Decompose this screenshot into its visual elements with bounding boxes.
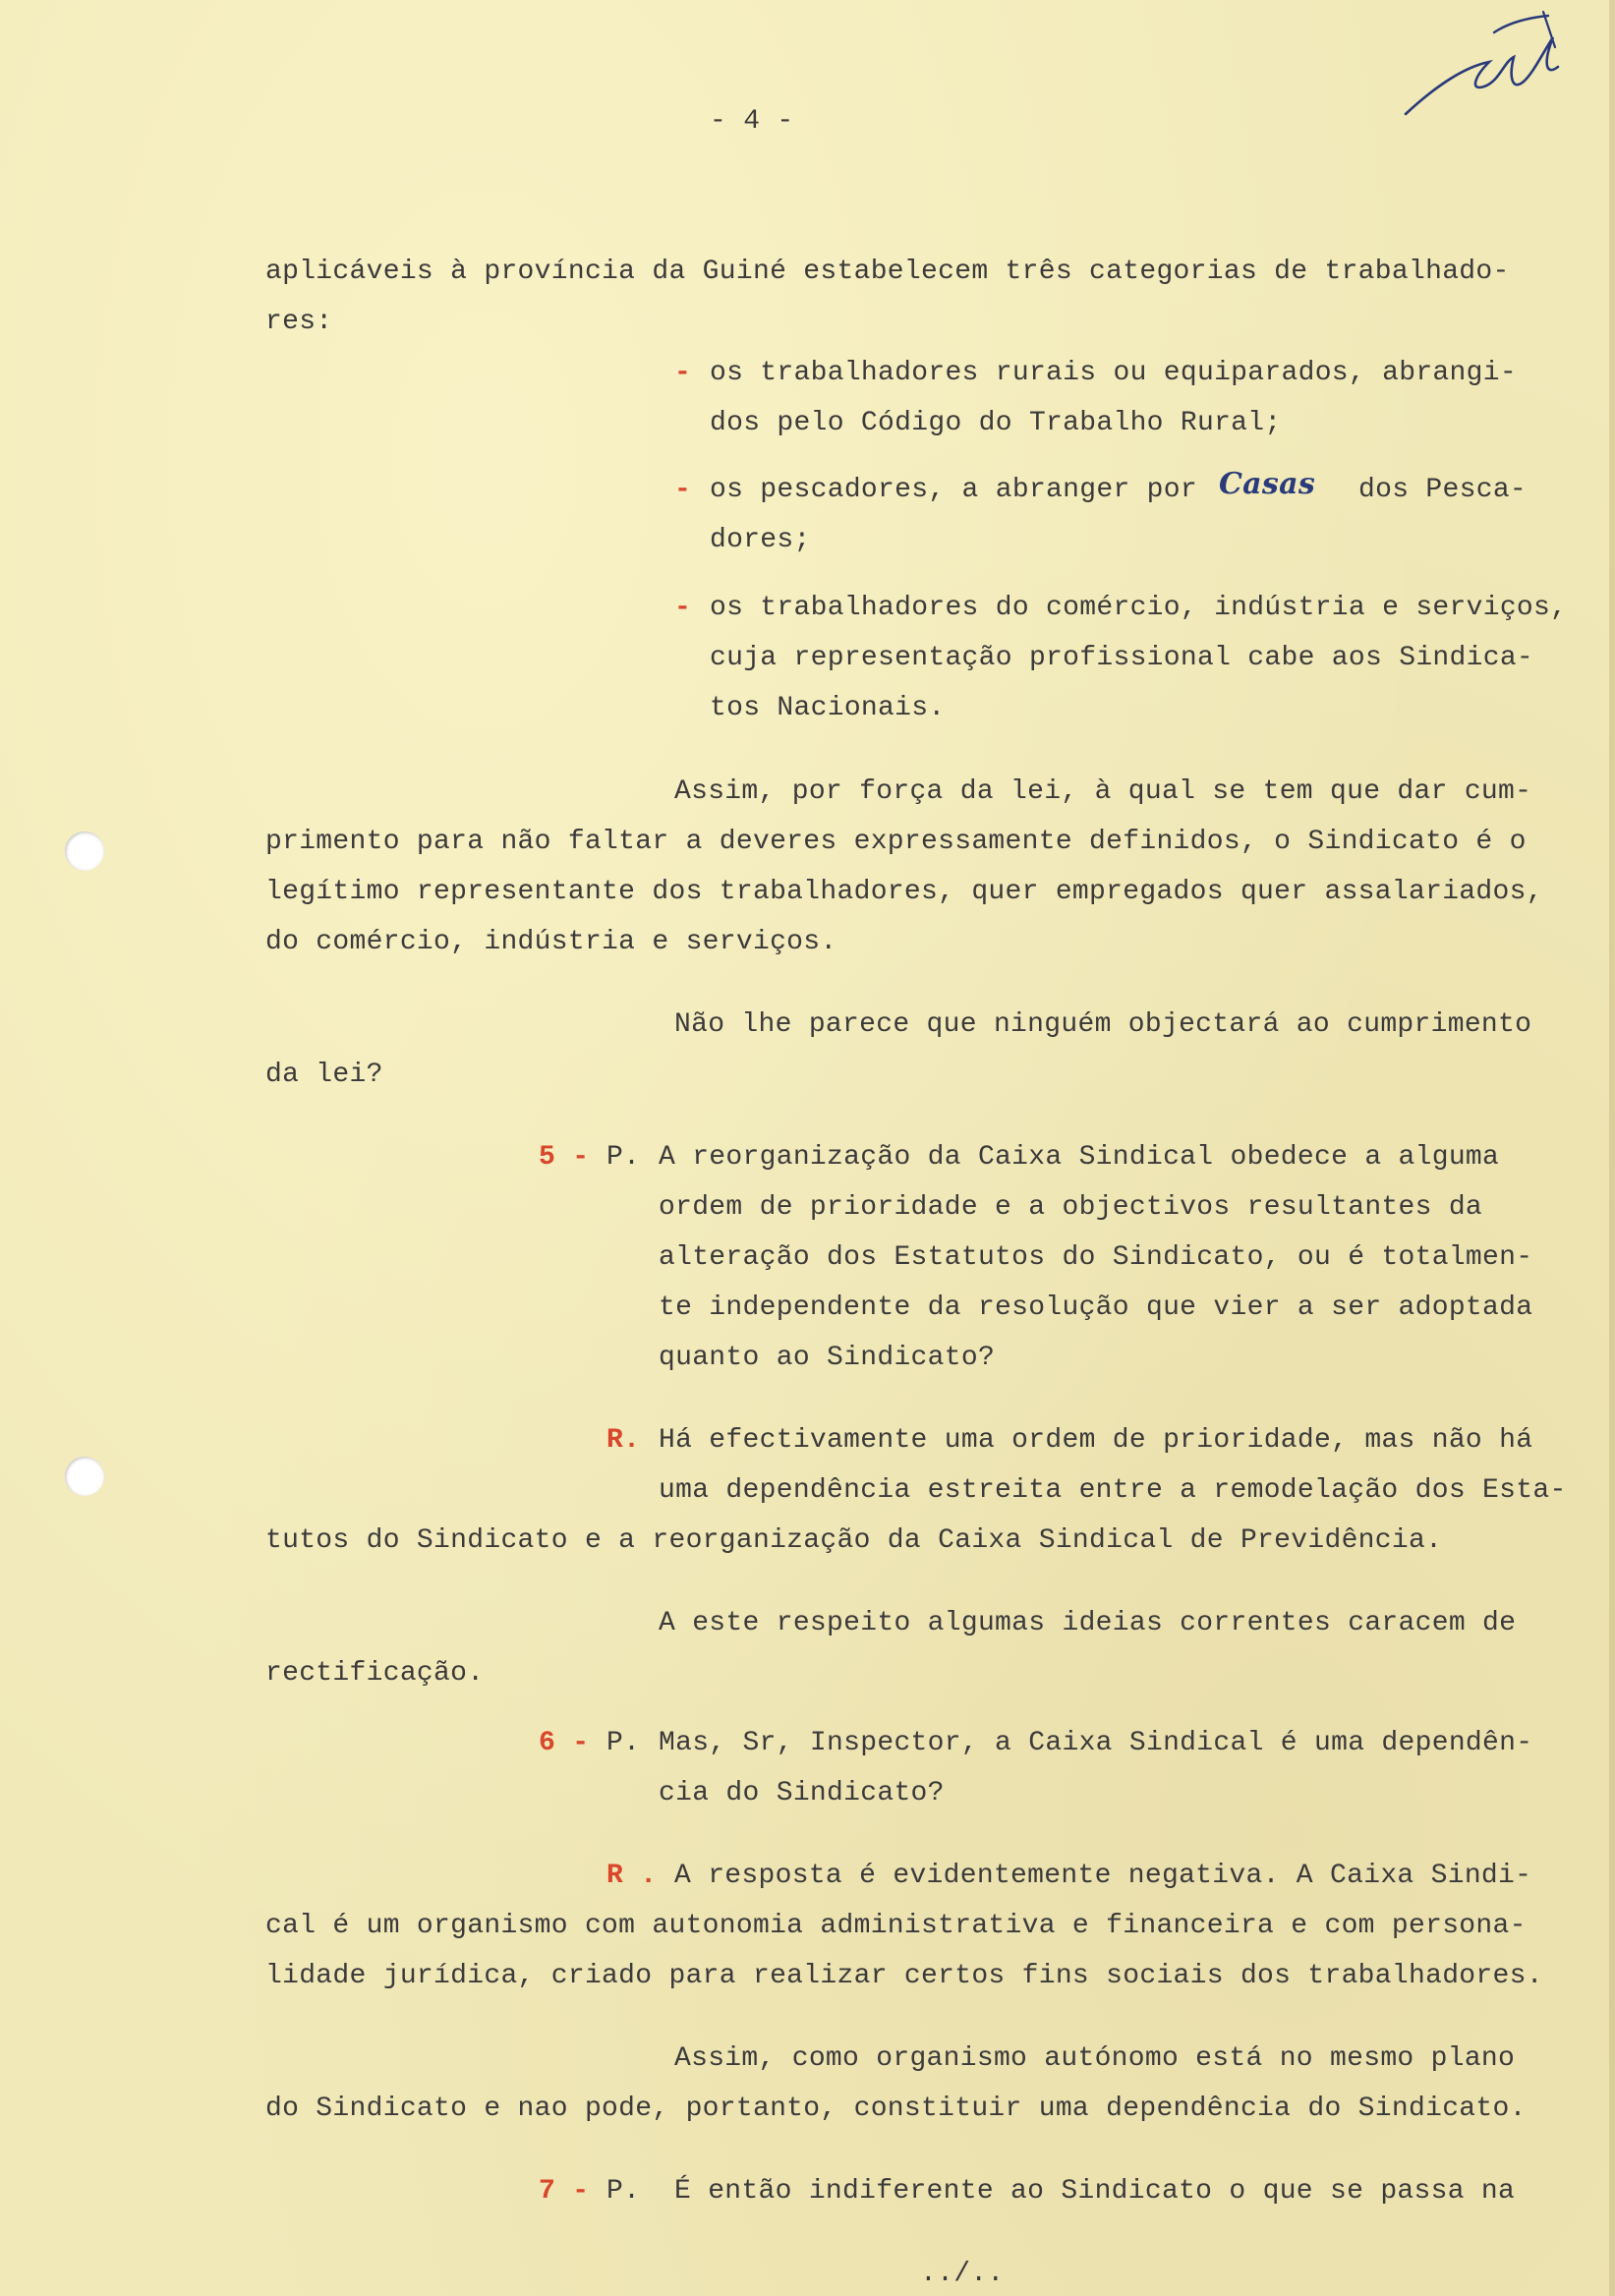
text-line: tutos do Sindicato e a reorganização da Caixa Sindical de Previdência. — [265, 1525, 1443, 1556]
text-line: tos Nacionais. — [710, 693, 946, 723]
text-line: Há efectivamente uma ordem de prioridade, mas não há — [659, 1425, 1533, 1456]
paper-edge — [1609, 0, 1615, 2296]
text-line: primento para não faltar a deveres expressamente definidos, o Sindicato é o — [265, 827, 1527, 857]
question-number: 5 - — [539, 1142, 590, 1173]
text-line: os pescadores, a abranger por — [710, 475, 1197, 505]
text-line: dores; — [710, 525, 811, 555]
binder-hole-top — [65, 832, 104, 871]
text-line: quanto ao Sindicato? — [659, 1343, 996, 1373]
handwritten-word: Casas — [1219, 467, 1316, 501]
text-line: do comércio, indústria e serviços. — [265, 927, 837, 957]
text-line: uma dependência estreita entre a remodelação dos Esta- — [659, 1475, 1567, 1506]
text-line: ordem de prioridade e a objectivos resultantes da — [659, 1192, 1483, 1223]
continuation-mark: ../.. — [920, 2259, 1005, 2289]
text-line: do Sindicato e nao pode, portanto, constituir uma dependência do Sindicato. — [265, 2094, 1527, 2124]
text-line: alteração dos Estatutos do Sindicato, ou é totalmen- — [659, 1242, 1533, 1273]
binder-hole-bottom — [65, 1457, 104, 1496]
text-line: cuja representação profissional cabe aos Sindica- — [710, 643, 1534, 673]
answer-marker: R . — [606, 1861, 658, 1891]
text-line: legítimo representante dos trabalhadores, quer empregados quer assalariados, — [265, 877, 1543, 907]
text-line: Assim, por força da lei, à qual se tem que dar cum- — [674, 776, 1532, 807]
text-line: lidade jurídica, criado para realizar certos fins sociais dos trabalhadores. — [265, 1961, 1543, 1991]
text-line: rectificação. — [265, 1658, 485, 1689]
question-number: 7 - — [539, 2176, 590, 2207]
question-marker: P. — [606, 1142, 641, 1173]
text-line: Assim, como organismo autónomo está no mesmo plano — [674, 2043, 1516, 2074]
text-line: res: — [265, 307, 333, 337]
text-line: dos pelo Código do Trabalho Rural; — [710, 408, 1282, 438]
bullet-dash: - — [674, 593, 692, 623]
question-number: 6 - — [539, 1728, 590, 1758]
text-line: te independente da resolução que vier a ser adoptada — [659, 1292, 1533, 1323]
text-line: aplicáveis à província da Guiné estabelecem três categorias de trabalhado- — [265, 257, 1510, 287]
text-line: dos Pesca- — [1358, 475, 1528, 505]
text-line: cia do Sindicato? — [659, 1778, 945, 1808]
text-line: da lei? — [265, 1060, 383, 1090]
text-line: É então indiferente ao Sindicato o que se passa na — [674, 2176, 1516, 2207]
text-line: os trabalhadores do comércio, indústria e serviços, — [710, 593, 1568, 623]
text-line: Não lhe parece que ninguém objectará ao cumprimento — [674, 1009, 1532, 1040]
text-line: A este respeito algumas ideias correntes caracem de — [659, 1608, 1517, 1638]
answer-marker: R. — [606, 1425, 641, 1456]
bullet-dash: - — [674, 475, 692, 505]
question-marker: P. — [606, 2176, 641, 2207]
bullet-dash: - — [674, 358, 692, 388]
text-line: A resposta é evidentemente negativa. A Caixa Sindi- — [674, 1861, 1532, 1891]
question-marker: P. — [606, 1728, 641, 1758]
text-line: Mas, Sr, Inspector, a Caixa Sindical é uma dependên- — [659, 1728, 1533, 1758]
signature-initials — [1396, 8, 1573, 126]
text-line: os trabalhadores rurais ou equiparados, abrangi- — [710, 358, 1517, 388]
text-line: cal é um organismo com autonomia administrativa e financeira e com persona- — [265, 1911, 1527, 1941]
page-number: - 4 - — [710, 106, 794, 137]
text-line: A reorganização da Caixa Sindical obedece a alguma — [659, 1142, 1500, 1173]
